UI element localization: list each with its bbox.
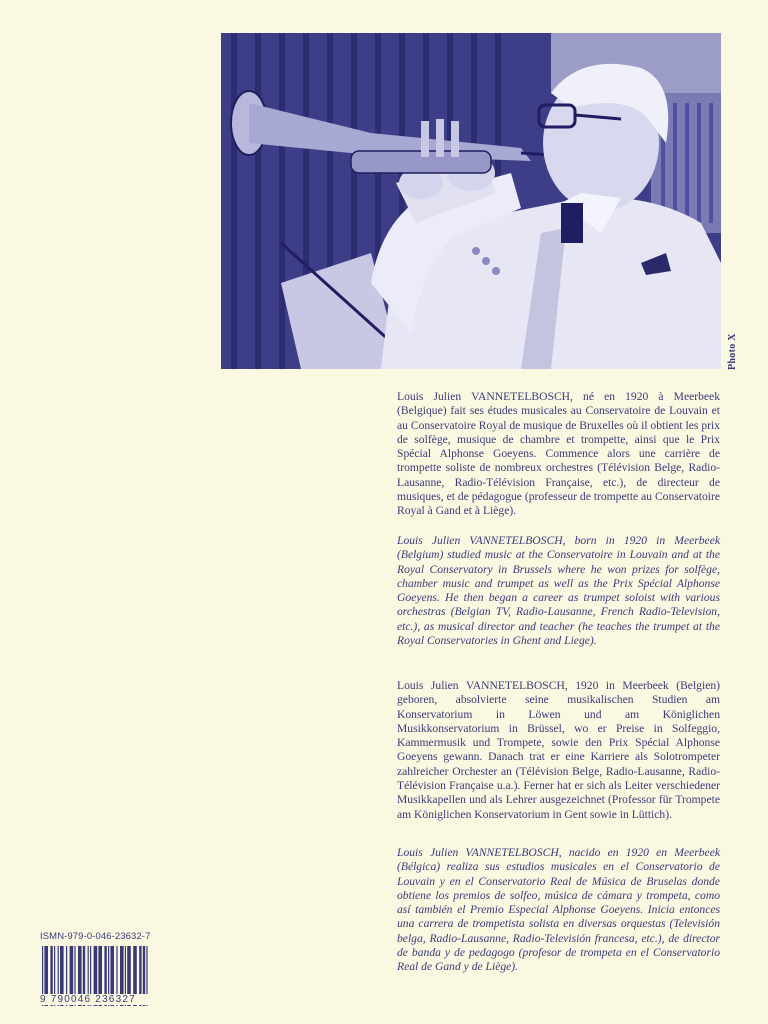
ismn-number: ISMN-979-0-046-23632-7: [40, 931, 151, 942]
barcode-digits: 9 790046 236327: [40, 994, 162, 1005]
bio-english: Louis Julien VANNETELBOSCH, born in 1920 in Meerbeek (Belgium) studied music at the Conservatoire in Louvain and at the Royal Conservatory in Brussels where he won prizes for solfège, chamber music and trumpet as well as the Prix Spécial Alphonse Goeyens. He then began a career as trumpet soloist with various orchestras (Belgian TV, Radio-Lausanne, French Radio-Television, etc.), as musical director and teacher (he teaches the trumpet at the Royal Conservatories in Ghent and Liege).: [397, 534, 720, 648]
photo-credit: Photo X: [727, 333, 738, 370]
trumpet-player-photo: [221, 33, 721, 369]
photo-illustration: [221, 33, 721, 369]
bio-spanish: Louis Julien VANNETELBOSCH, nacido en 1920 en Meerbeek (Bélgica) realiza sus estudios musicales en el Conservatorio de Louvain y en el Conservatorio Real de Música de Bruselas donde obtiene los premios de solfeo, música de cámara y trompeta, como así también el Premio Especial Alphonse Goeyens. Inicia entonces una carrera de trompetista solista en diversas orquestas (Televisión belga, Radio-Lausanne, Radio-Televisión francesa, etc.), de director de banda y de pedagogo (profesor de trompeta en el Conservatorio Real de Gand y de Liège).: [397, 846, 720, 974]
bio-german: Louis Julien VANNETELBOSCH, 1920 in Meerbeek (Belgien) geboren, absolvierte seine musikalischen Studien am Konservatorium in Löwen und am Königlichen Musikkonservatorium in Brüssel, wo er Preise in Solfeggio, Kammermusik und Trompete, sowie den Prix Spécial Alphonse Goeyens gewann. Danach trat er eine Karriere als Solotrompeter zahlreicher Orchester an (Télévision Belge, Radio-Lausanne, Radio-Télévision Française u.a.). Ferner hat er sich als Leiter verschiedener Musikkapellen und als Lehrer ausgezeichnet (Professor für Trompete am Königlichen Konservatorium in Gent sowie in Lüttich).: [397, 679, 720, 821]
product-code-block: [40, 931, 175, 1015]
bio-french: Louis Julien VANNETELBOSCH, né en 1920 à Meerbeek (Belgique) fait ses études musicales au Conservatoire de Louvain et au Conservatoire Royal de musique de Bruxelles où il obtient les prix de solfège, musique de chambre et trompette, ainsi que le Prix Spécial Alphonse Goeyens. Commence alors une carrière de trompette soliste de nombreux orchestres (Télévision Belge, Radio-Lausanne, Radio-Télévision Française, etc.), de directeur de musiques, et de pédagogue (professeur de trompette au Conservatoire Royal à Gand et à Liège).: [397, 390, 720, 518]
